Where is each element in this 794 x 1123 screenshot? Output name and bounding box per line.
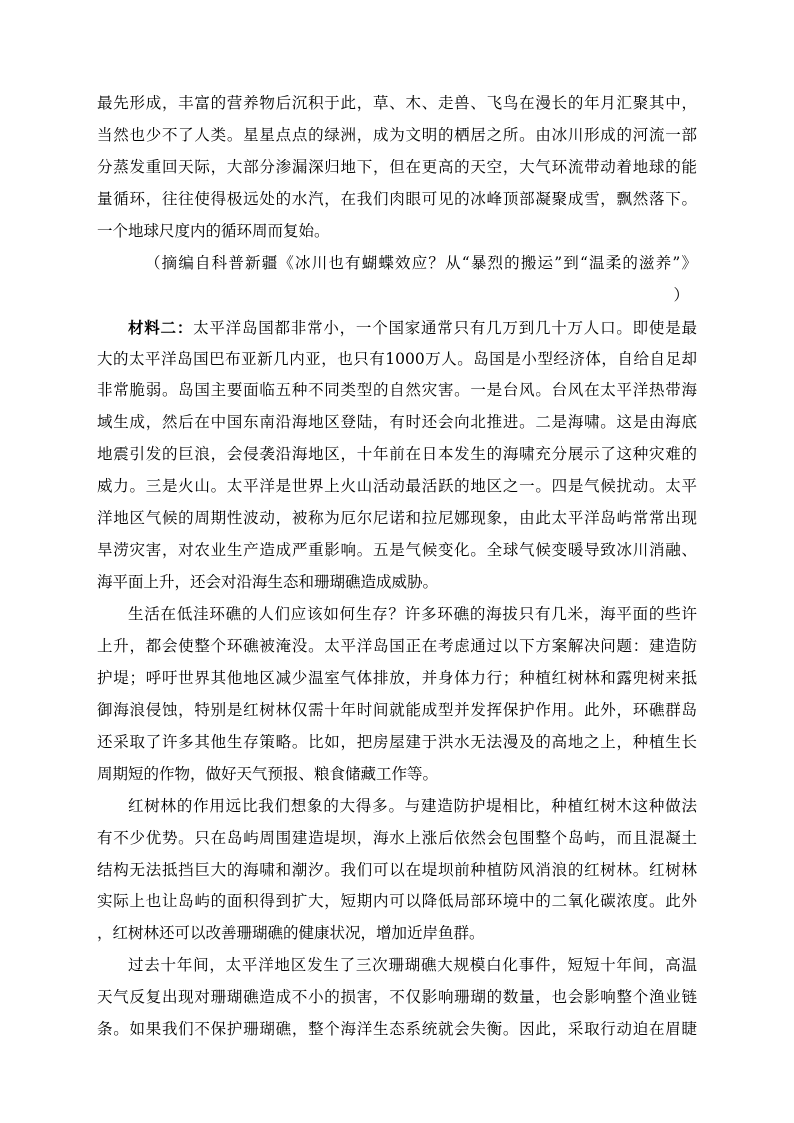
text-line: 洋地区气候的周期性波动，被称为厄尔尼诺和拉尼娜现象，由此太平洋岛屿常常出现 (97, 509, 697, 528)
paragraph (97, 950, 697, 1046)
text-line: 量循环，往往使得极远处的水汽，在我们肉眼可见的冰峰顶部凝聚成雪，飘然落下。 (97, 189, 697, 208)
text-line: 御海浪侵蚀，特别是红树林仅需十年时间就能成型并发挥保护作用。此外，环礁群岛 (97, 700, 697, 719)
text-line: 还采取了许多其他生存策略。比如，把房屋建于洪水无法漫及的高地之上，种植生长 (97, 732, 697, 751)
paragraph (97, 599, 697, 791)
text-line: 一个地球尺度内的循环周而复始。 (97, 221, 330, 240)
text-line: 非常脆弱。岛国主要面临五种不同类型的自然灾害。一是台风。台风在太平洋热带海 (97, 381, 697, 400)
text-line: 最先形成，丰富的营养物后沉积于此，草、木、走兽、飞鸟在漫长的年月汇聚其中， (97, 94, 697, 112)
text-line: 上升，都会使整个环礁被淹没。太平洋岛国正在考虑通过以下方案解决问题：建造防 (97, 636, 697, 655)
text-line-content: 太平洋岛国都非常小，一个国家通常只有几万到几十万人口。即使是最 (193, 318, 697, 337)
text-line: 天气反复出现对珊瑚礁造成不小的损害，不仅影响珊瑚的数量，也会影响整个渔业链 (97, 988, 697, 1007)
text-line: 生活在低洼环礁的人们应该如何生存？许多环礁的海拔只有几米，海平面的些许 (128, 605, 697, 623)
text-line: 域生成，然后在中国东南沿海地区登陆，有时还会向北推进。二是海啸。这是由海底 (97, 413, 697, 432)
material-two-label: 材料二： (128, 317, 194, 337)
text-line: 地震引发的巨浪，会侵袭沿海地区，十年前在日本发生的海啸充分展示了这种灾难的 (97, 445, 697, 464)
text-line: 周期短的作物，做好天气预报、粮食储藏工作等。 (97, 764, 439, 783)
source-citation (97, 248, 697, 312)
text-line: 分蒸发重回天际，大部分渗漏深归地下，但在更高的天空，大气环流带动着地球的能 (97, 157, 697, 176)
text-line: 大的太平洋岛国巴布亚新几内亚，也只有1000万人。岛国是小型经济体，自给自足却 (97, 349, 697, 368)
text-line: 实际上也让岛屿的面积得到扩大，短期内可以降低局部环境中的二氧化碳浓度。此外 (97, 892, 697, 911)
paragraph (97, 791, 697, 951)
text-line: 条。如果我们不保护珊瑚礁，整个海洋生态系统就会失衡。因此，采取行动迫在眉睫 (97, 1020, 697, 1039)
source-citation-close: ） (673, 285, 689, 304)
text-line: 红树林的作用远比我们想象的大得多。与建造防护堤相比，种植红树木这种做法 (128, 796, 697, 815)
paragraph-material-one-tail (97, 88, 697, 248)
paragraph (97, 312, 697, 599)
text-line: 护堤；呼吁世界其他地区减少温室气体排放，并身体力行；种植红树林和露兜树来抵 (97, 668, 697, 687)
text-line (97, 312, 697, 344)
text-line: 海平面上升，还会对沿海生态和珊瑚礁造成威胁。 (97, 573, 439, 592)
text-line: ，红树林还可以改善珊瑚礁的健康状况，增加近岸鱼群。 (97, 924, 485, 943)
text-line: 有不少优势。只在岛屿周围建造堤坝，海水上涨后依然会包围整个岛屿，而且混凝土 (97, 828, 697, 847)
passage-body (97, 88, 697, 1046)
text-line: 结构无法抵挡巨大的海啸和潮汐。我们可以在堤坝前种植防风消浪的红树林。红树林 (97, 860, 697, 879)
source-citation-text: （摘编自科普新疆《冰川也有蝴蝶效应？从“暴烈的搬运”到“温柔的滋养”》 (145, 253, 697, 272)
text-line: 旱涝灾害，对农业生产造成严重影响。五是气候变化。全球气候变暖导致冰川消融、 (97, 541, 697, 560)
text-line: 过去十年间，太平洋地区发生了三次珊瑚礁大规模白化事件，短短十年间，高温 (128, 956, 697, 975)
text-line: 威力。三是火山。太平洋是世界上火山活动最活跃的地区之一。四是气候扰动。太平 (97, 477, 697, 496)
text-line: 当然也少不了人类。星星点点的绿洲，成为文明的栖居之所。由冰川形成的河流一部 (97, 125, 697, 144)
